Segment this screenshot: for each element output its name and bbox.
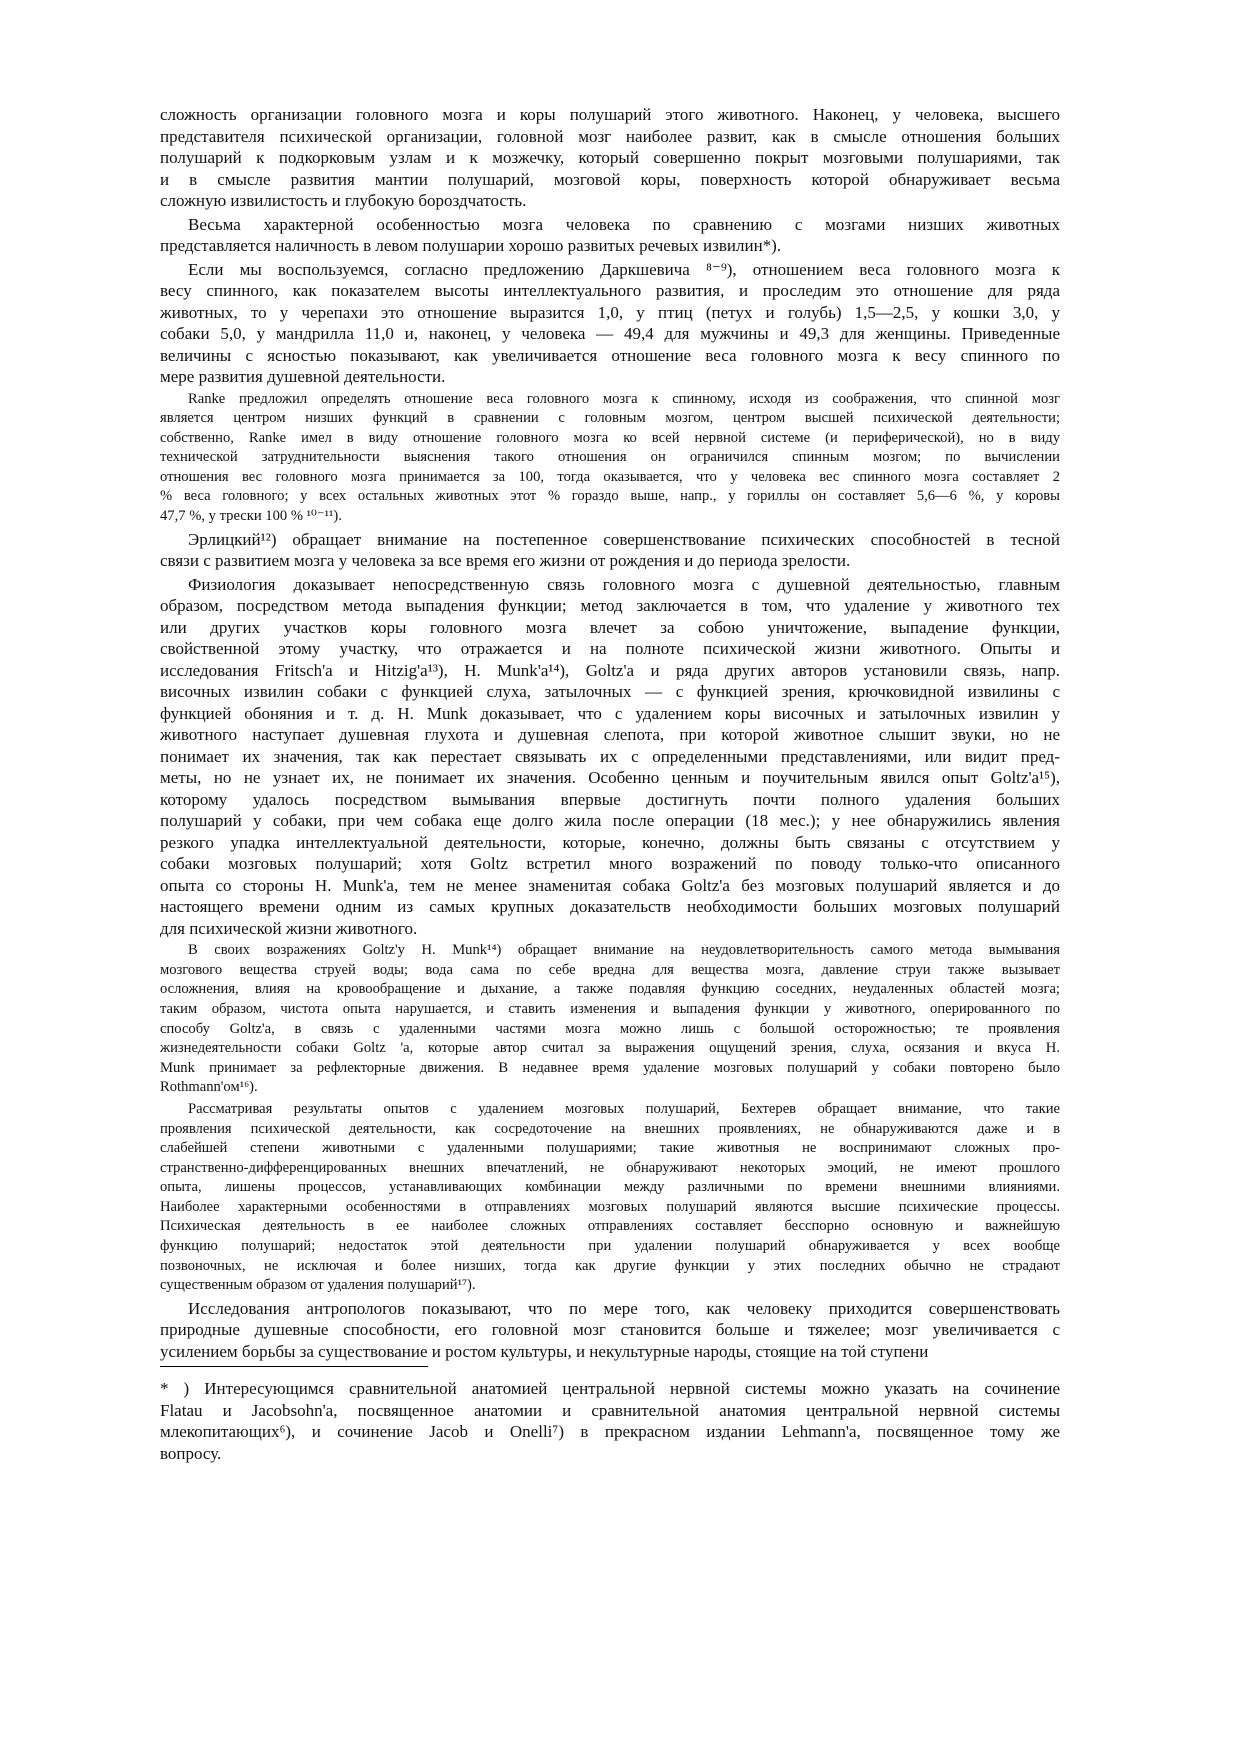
text-line: животных, то у черепахи это отношение выразится 1,0, у птиц (петух и голубь) 1,5—2,5, у кошки 3,0, у [160, 302, 1060, 322]
text-line: жизнедеятельности собаки Goltz 'a, которые автор считал за выражения ощущений зрения, слуха, осязания и вкуса H. [160, 1040, 1060, 1057]
text-line: сложную извилистость и глубокую бороздчатость. [160, 191, 527, 210]
text-line: Эрлицкий¹²) обращает внимание на постепенное совершенствование психических способностей в тесной [188, 529, 1060, 549]
text-line: или других участков коры головного мозга влечет за собою уничтожение, выпадение функции, [160, 617, 1060, 637]
text-line: технической затруднительности выяснения такого отношения он ограничился спинным мозгом; по вычислении [160, 449, 1060, 466]
text-line: понимает их значения, так как перестает связывать их с определенными представлениями, или видит пред- [160, 746, 1060, 766]
text-line: полушарий к подкорковым узлам и к мозжечку, который совершенно покрыт мозговыми полушариями, так [160, 148, 1060, 167]
text-line: представителя психической организации, головной мозг наиболее развит, как в смысле отношения больших [160, 126, 1060, 146]
text-line: мере развития душевной деятельности. [160, 367, 446, 386]
text-line: Rothmann'ом¹⁶). [160, 1079, 258, 1096]
document-body [160, 104, 1060, 1362]
text-line: функцию полушарий; недостаток этой деятельности при удалении полушарий обнаруживается у всех вообще [160, 1238, 1060, 1255]
text-line: отношения вес головного мозга принимается за 100, тогда оказывается, что у человека вес спинного мозга составляет 2 [160, 468, 1060, 485]
text-line: настоящего времени одним из самых крупных доказательств необходимости больших мозговых полушарий [160, 897, 1060, 917]
footnote-line: Flatau и Jacobsohn'a, посвященное анатомии и сравнительной анатомия центральной нервной системы [160, 1400, 1060, 1420]
text-line: Рассматривая результаты опытов с удалением мозговых полушарий, Бехтерев обращает внимание, что такие [188, 1100, 1060, 1117]
footnote-line: вопросу. [160, 1443, 222, 1463]
text-line: странственно-дифференцированных внешних впечатлений, не обнаруживают некоторых эмоций, не имеют прошлого [160, 1159, 1060, 1176]
footnote [160, 1378, 1060, 1464]
text-line: таким образом, чистота опыта нарушается, и ставить изменения и выпадения функции у животного, оперированного по [160, 1000, 1060, 1017]
text-line: опыта, лишены процессов, устанавливающих комбинации между различными по времени внешними влияниями. [160, 1179, 1060, 1196]
text-line: функцией обоняния и т. д. H. Munk доказывает, что с удалением коры височных и затылочных извилин у [160, 703, 1060, 723]
small-print-paragraph [160, 941, 1060, 1098]
text-line: существенным образом от удаления полушарий¹⁷). [160, 1277, 476, 1294]
text-line: образом, посредством метода выпадения функции; метод заключается в том, что удаление у животного тех [160, 596, 1060, 616]
text-line: Психическая деятельность в ее наиболее сложных отправлениях составляет бесспорно основную и важнейшую [160, 1218, 1060, 1235]
text-line: Исследования антропологов показывают, что по мере того, как человеку приходится совершенствовать [188, 1298, 1060, 1318]
paragraph [160, 529, 1060, 572]
text-line: является центром низших функций в сравнении с головным мозгом, центром высшей психической деятельности; [160, 410, 1060, 427]
paragraph [160, 104, 1060, 212]
text-line: полушарий у собаки, при чем собака еще долго жила после операции (18 мес.); у нее обнаружились явления [160, 811, 1060, 831]
text-line: % веса головного; у всех остальных животных этот % гораздо выше, напр., у гориллы он составляет 5,6—6 %, у коровы [160, 488, 1060, 505]
text-line: представляется наличность в левом полушарии хорошо развитых речевых извилин*). [160, 236, 782, 255]
paragraph [160, 259, 1060, 388]
text-line: опыта со стороны H. Munk'a, тем не менее знаменитая собака Goltz'a без мозговых полушарий является и до [160, 875, 1060, 895]
text-line: собаки мозговых полушарий; хотя Goltz встретил много возражений по поводу только-что описанного [160, 854, 1060, 874]
text-line: слабейшей степени животными с удаленными полушариями; такие животныя не воспринимают сложных про- [160, 1140, 1060, 1157]
text-line: проявления психической деятельности, как сосредоточение на внешних проявлениях, не обнаруживаются даже и в [160, 1120, 1060, 1137]
text-line: В своих возражениях Goltz'y H. Munk¹⁴) обращает внимание на неудовлетворительность самого метода вымывания [188, 942, 1060, 959]
small-print-paragraph [160, 1100, 1060, 1296]
text-line: собственно, Ranke имел в виду отношение головного мозга ко всей нервной системе (и периферической), но в виду [160, 429, 1060, 446]
text-line: Ranke предложил определять отношение веса головного мозга к спинному, исходя из соображения, что спинной мозг [188, 390, 1060, 407]
text-line: Munk принимает за рефлекторные движения. В недавнее время удаление мозговых полушарий у собаки повторено было [160, 1059, 1060, 1076]
text-line: резкого упадка интеллектуальной деятельности, которые, конечно, должны быть связаны с отсутствием у [160, 832, 1060, 852]
text-line: Физиология доказывает непосредственную связь головного мозга с душевной деятельностью, главным [188, 574, 1060, 594]
text-line: природные душевные способности, его головной мозг становится больше и тяжелее; мозг увеличивается с [160, 1320, 1060, 1340]
footnote-line: млекопитающих⁶), и сочинение Jacob и Onelli⁷) в прекрасном издании Lehmann'a, посвященное тому же [160, 1422, 1060, 1441]
text-line: сложность организации головного мозга и коры полушарий этого животного. Наконец, у человека, высшего [160, 105, 1060, 124]
text-line: связи с развитием мозга у человека за все время его жизни от рождения и до периода зрелости. [160, 551, 851, 571]
footnote-line: * ) Интересующимся сравнительной анатомией центральной нервной системы можно указать на сочинение [160, 1379, 1060, 1398]
paragraph [160, 574, 1060, 940]
text-line: Если мы воспользуемся, согласно предложению Даркшевича ⁸⁻⁹), отношением веса головного мозга к [188, 259, 1060, 279]
text-line: способу Goltz'a, в связь с удаленными частями мозга можно лишь с большой осторожностью; те проявления [160, 1020, 1060, 1037]
text-line: Наиболее характерными особенностями в отправлениях мозговых полушарий являются высшие психические процессы. [160, 1198, 1060, 1215]
text-line: мозгового вещества струей воды; вода сама по себе вредна для вещества мозга, давление струи также вызывает [160, 961, 1060, 978]
text-line: усилением борьбы за существование и ростом культуры, и некультурные народы, стоящие на той ступени [160, 1341, 929, 1361]
paragraph [160, 214, 1060, 257]
text-line: меты, но не узнает их, не понимает их значения. Особенно ценным и поучительным явился опыт Goltz'a¹⁵), [160, 768, 1060, 788]
text-line: величины с ясностью показывают, как увеличивается отношение веса головного мозга к весу спинного по [160, 345, 1060, 365]
text-line: исследования Fritsch'a и Hitzig'a¹³), H. Munk'a¹⁴), Goltz'a и ряда других авторов установили связь, напр. [160, 660, 1060, 680]
text-line: Весьма характерной особенностью мозга человека по сравнению с мозгами низших животных [188, 214, 1060, 234]
text-line: 47,7 %, у трески 100 % ¹⁰⁻¹¹). [160, 508, 342, 525]
text-line: весу спинного, как показателем высоты интеллектуального развития, и проследим это отношение для ряда [160, 281, 1060, 300]
text-line: осложнения, влияя на кровообращение и дыхание, а также подавляя функцию соседних, неудаленных областей мозга; [160, 981, 1060, 998]
text-line: для психической жизни животного. [160, 918, 418, 938]
text-line: собаки 5,0, у мандрилла 11,0 и, наконец, у человека — 49,4 для мужчины и 49,3 для женщины. Приведенные [160, 324, 1060, 343]
text-line: позвоночных, не исключая и более низших, тогда как другие функции у этих последних обычно не страдают [160, 1257, 1060, 1274]
text-line: височных извилин собаки с функцией слуха, затылочных — с функцией зрения, крючковидной извилины с [160, 682, 1060, 702]
text-line: и в смысле развития мантии полушарий, мозговой коры, поверхность которой обнаруживает весьма [160, 169, 1060, 189]
text-line: свойственной этому участку, что отражается и на полноте психической жизни животного. Опыты и [160, 639, 1060, 659]
text-line: которому удалось посредством вымывания впервые достигнуть почти полного удаления больших [160, 789, 1060, 809]
paragraph [160, 1298, 1060, 1363]
footnote-divider [160, 1366, 428, 1367]
text-line: животного наступает душевная глухота и душевная слепота, при которой животное слышит звуки, но не [160, 725, 1060, 745]
small-print-paragraph [160, 390, 1060, 527]
